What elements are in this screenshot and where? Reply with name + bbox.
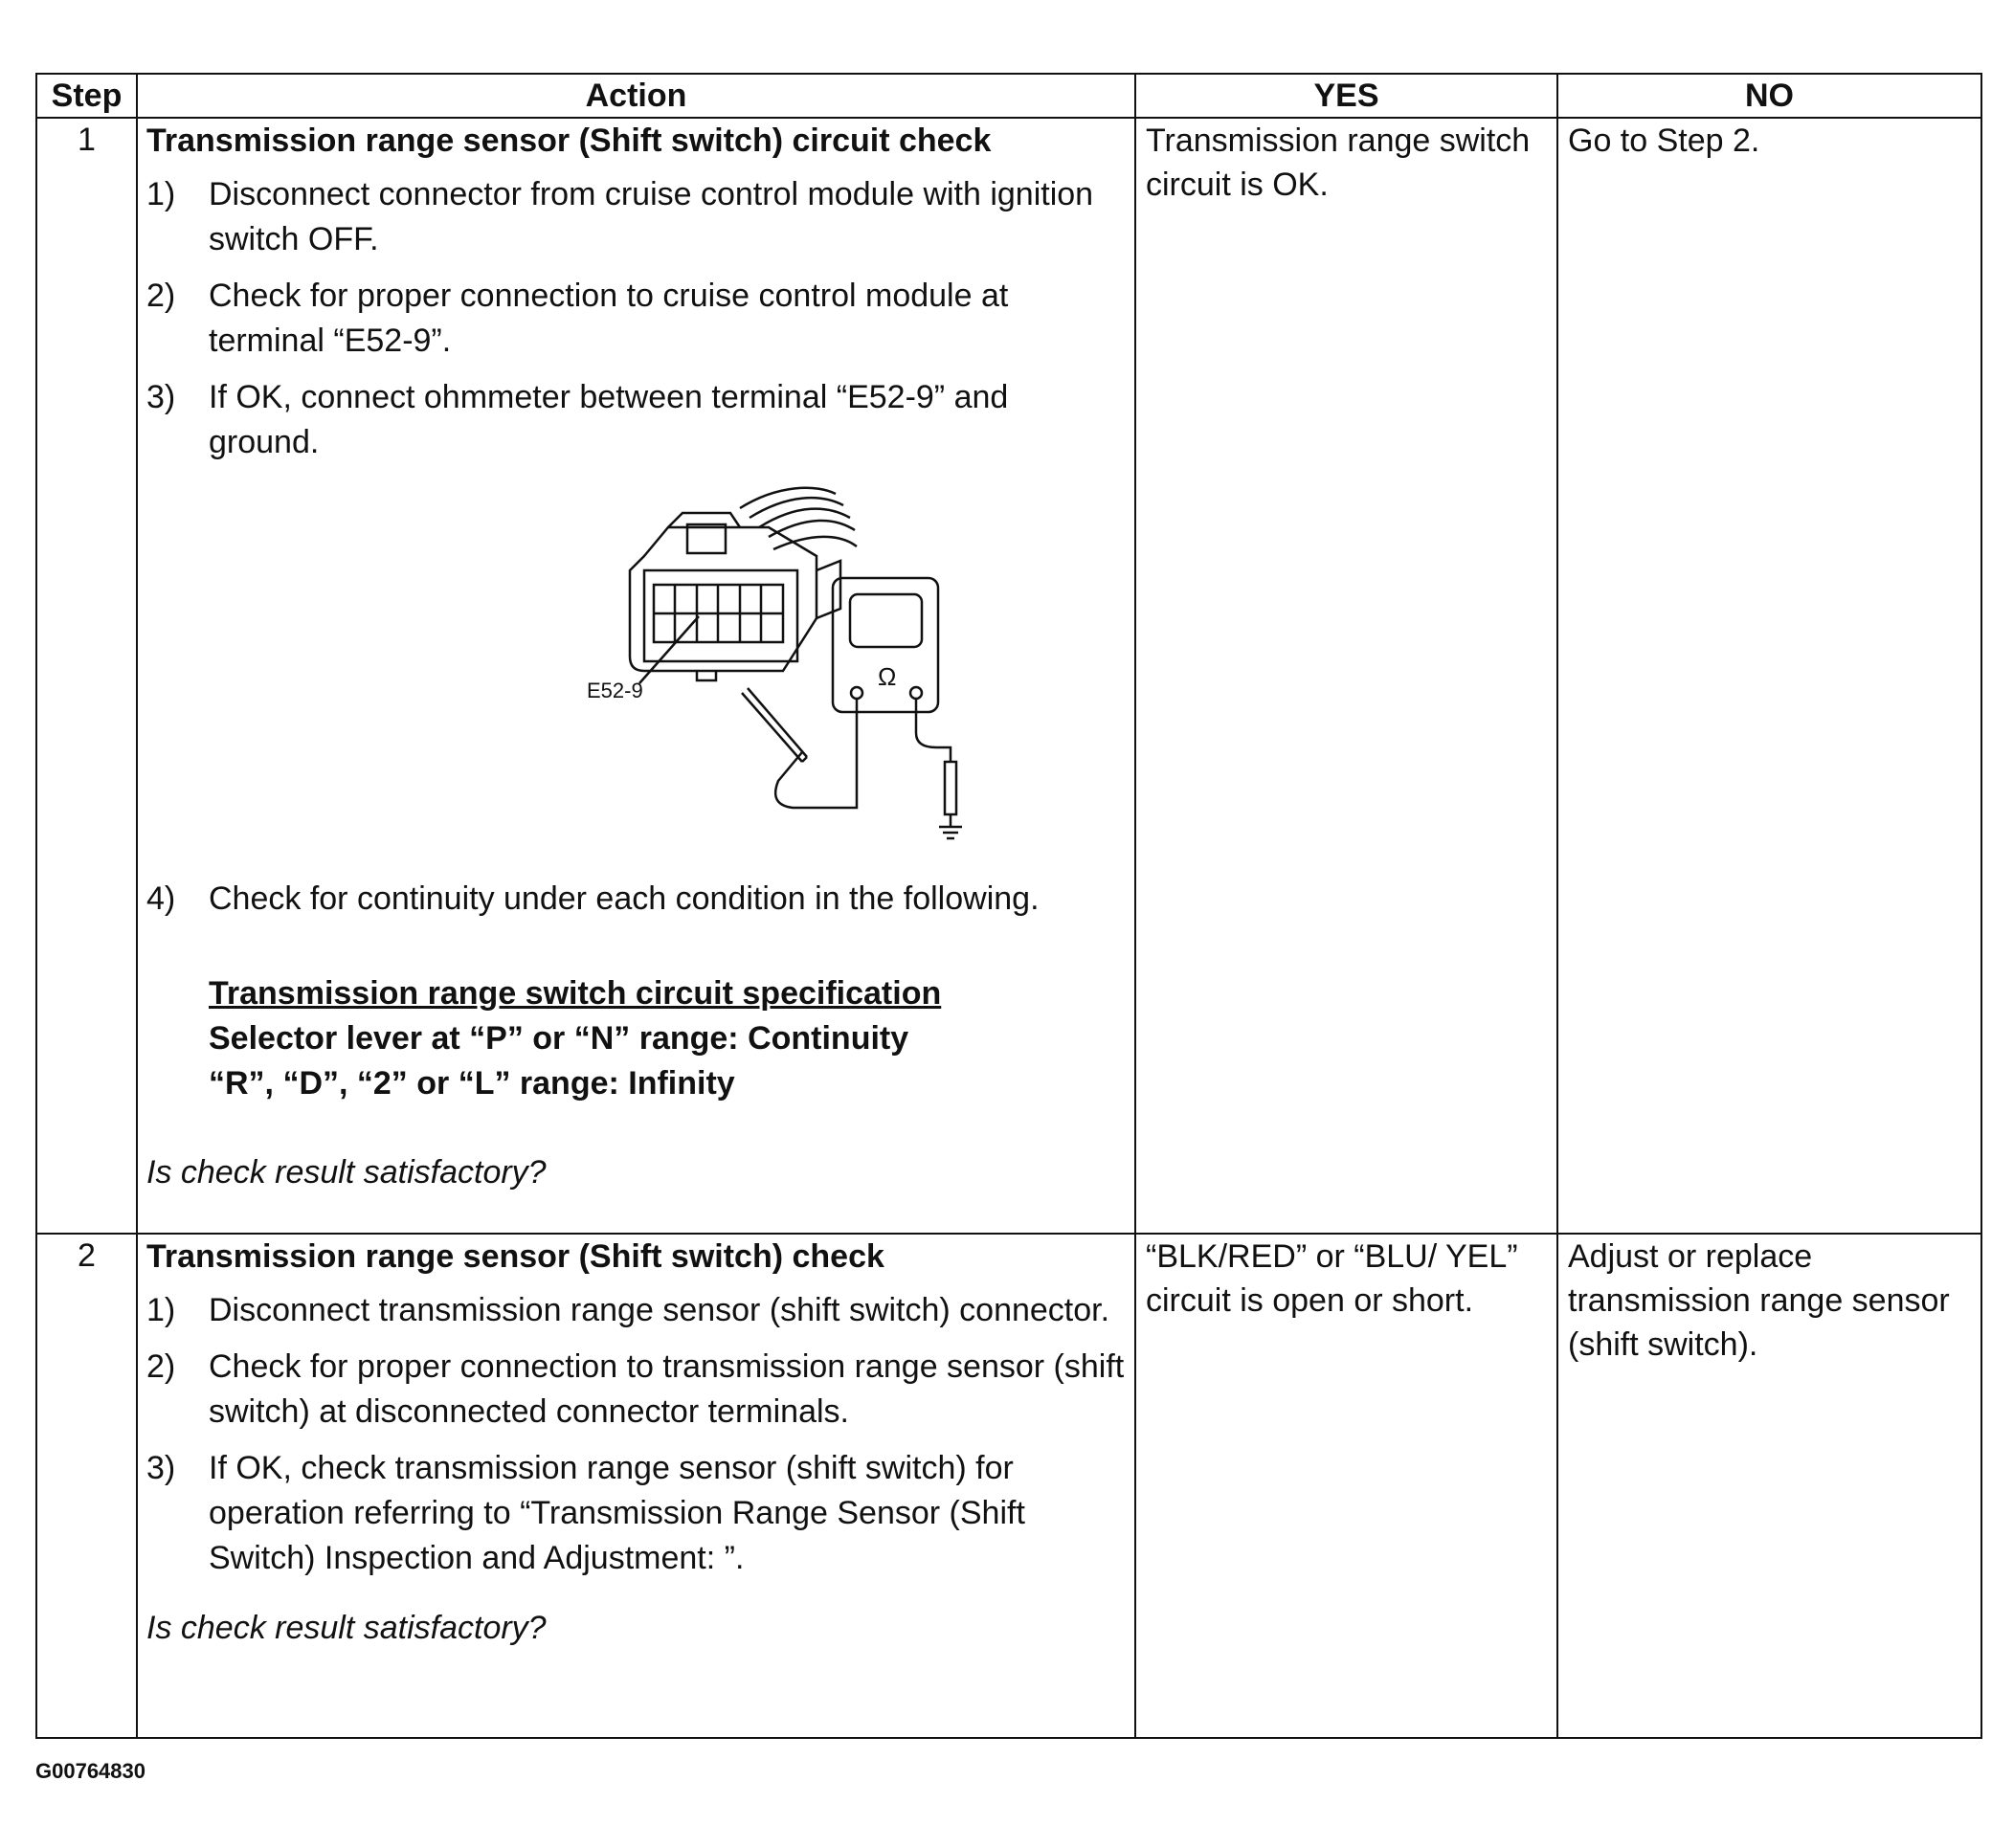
yes-cell [1135, 1234, 1557, 1738]
no-text: Go to Step 2. [1568, 122, 1760, 159]
header-step: Step [36, 74, 137, 118]
action-item [146, 172, 1127, 262]
step-number: 2 [36, 1234, 137, 1738]
action-item [146, 1446, 1127, 1581]
item-text: If OK, check transmission range sensor (shift switch) for operation referring to “Transmission Range Sensor (Shift Switch) Inspection and Adjustment: ”. [209, 1450, 1025, 1576]
yes-cell [1135, 118, 1557, 1234]
table-row-step-2 [36, 1234, 1981, 1738]
item-number: 1) [146, 1292, 176, 1328]
ohm-symbol: Ω [878, 662, 897, 691]
action-item [146, 877, 1127, 922]
diagnostic-table [35, 73, 1982, 1739]
no-text: Adjust or replace transmission range sensor (shift switch). [1568, 1238, 1950, 1363]
item-text: Check for proper connection to cruise control module at terminal “E52-9”. [209, 278, 1009, 359]
spec-line: Selector lever at “P” or “N” range: Continuity [209, 1020, 909, 1057]
diagram-svg [146, 465, 1123, 877]
action-cell [137, 1234, 1135, 1738]
item-text: Check for continuity under each condition in the following. [209, 880, 1040, 917]
figure-code: G00764830 [35, 1759, 145, 1783]
no-cell [1557, 118, 1981, 1234]
yes-text: Transmission range switch circuit is OK. [1146, 122, 1531, 203]
header-row [36, 74, 1981, 118]
ohmmeter-connection-diagram [146, 465, 1127, 877]
item-number: 3) [146, 379, 176, 415]
item-text: If OK, connect ohmmeter between terminal “E52-9” and ground. [209, 379, 1009, 460]
check-question: Is check result satisfactory? [146, 1154, 547, 1191]
item-number: 2) [146, 278, 176, 314]
item-number: 1) [146, 176, 176, 212]
item-number: 4) [146, 880, 176, 917]
action-title: Transmission range sensor (Shift switch) circuit check [146, 122, 992, 159]
item-number: 3) [146, 1450, 176, 1486]
spec-title: Transmission range switch circuit specification [209, 975, 942, 1012]
item-number: 2) [146, 1348, 176, 1385]
item-text: Check for proper connection to transmission range sensor (shift switch) at disconnected connector terminals. [209, 1348, 1125, 1430]
check-question: Is check result satisfactory? [146, 1610, 547, 1646]
item-text: Disconnect connector from cruise control module with ignition switch OFF. [209, 176, 1094, 257]
table-row-step-1 [36, 118, 1981, 1234]
action-cell [137, 118, 1135, 1234]
action-item [146, 1288, 1127, 1333]
item-text: Disconnect transmission range sensor (shift switch) connector. [209, 1292, 1110, 1328]
yes-text: “BLK/RED” or “BLU/ YEL” circuit is open or short. [1146, 1238, 1518, 1319]
header-action: Action [137, 74, 1135, 118]
action-item [146, 375, 1127, 465]
action-item [146, 274, 1127, 364]
header-yes: YES [1135, 74, 1557, 118]
specification-block [209, 971, 1127, 1106]
action-item [146, 1345, 1127, 1435]
spec-line: “R”, “D”, “2” or “L” range: Infinity [209, 1065, 735, 1102]
step-number: 1 [36, 118, 137, 1234]
action-title: Transmission range sensor (Shift switch) check [146, 1238, 884, 1275]
terminal-label: E52-9 [587, 679, 643, 702]
header-no: NO [1557, 74, 1981, 118]
no-cell [1557, 1234, 1981, 1738]
